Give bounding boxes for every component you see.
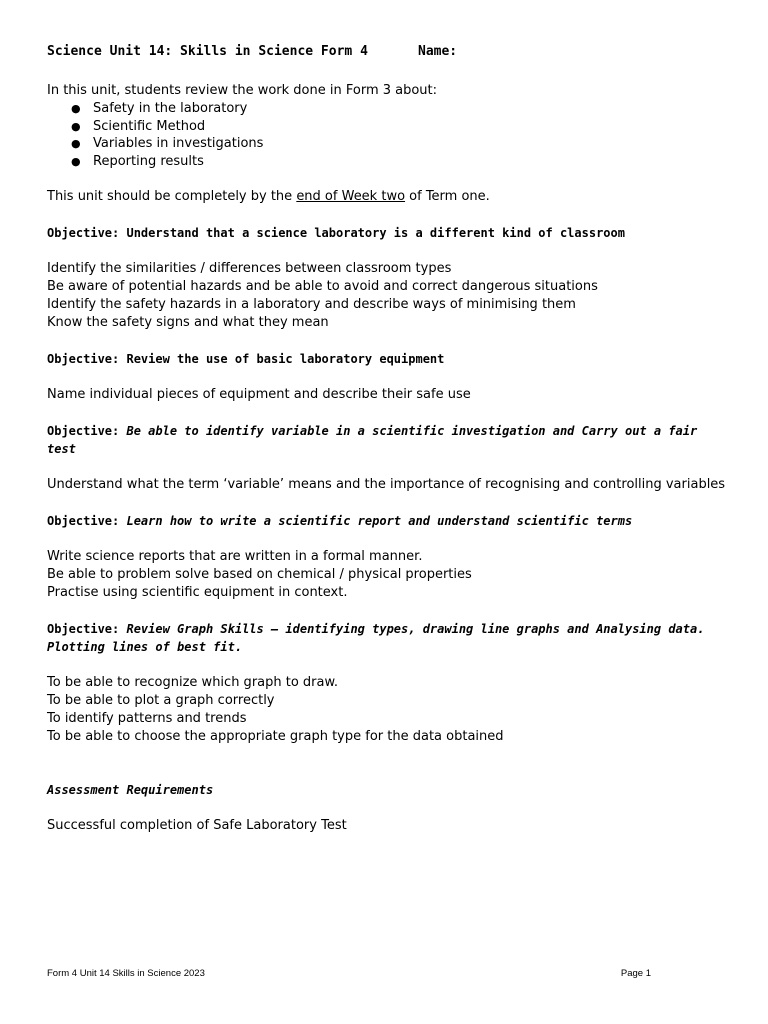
- objective-prefix: Objective:: [47, 514, 127, 528]
- detail-line: Know the safety signs and what they mean: [47, 315, 329, 330]
- list-item-label: Variables in investigations: [93, 136, 264, 151]
- page-title: Science Unit 14: Skills in Science Form 4: [47, 44, 368, 59]
- intro-text: In this unit, students review the work done in Form 3 about:: [47, 83, 438, 98]
- list-item: [71, 100, 727, 118]
- objective-details: [47, 476, 727, 494]
- objective-heading: [47, 422, 727, 458]
- footer-document-info: Form 4 Unit 14 Skills in Science 2023: [47, 968, 205, 979]
- objective-prefix: Objective:: [47, 226, 127, 240]
- list-item: [71, 153, 727, 171]
- completion-note: [47, 188, 727, 206]
- bullet-icon: ●: [71, 102, 81, 115]
- assessment-text: Successful completion of Safe Laboratory Test: [47, 818, 347, 833]
- objective-details: [47, 386, 727, 404]
- objective-heading: [47, 512, 727, 530]
- completion-text-after: of Term one.: [405, 189, 490, 204]
- objective-prefix: Objective:: [47, 424, 127, 438]
- list-item-label: Safety in the laboratory: [93, 101, 248, 116]
- detail-line: Identify the similarities / differences between classroom types: [47, 261, 452, 276]
- name-label: Name:: [418, 44, 458, 59]
- footer-page-number: Page 1: [620, 968, 651, 979]
- detail-line: Practise using scientific equipment in context.: [47, 585, 348, 600]
- topic-list: [47, 100, 727, 170]
- objective-text: Understand that a science laboratory is a different kind of classroom: [126, 226, 625, 240]
- detail-line: Be aware of potential hazards and be able to avoid and correct dangerous situations: [47, 279, 598, 294]
- objective-text: Be able to identify variable in a scientific investigation and Carry out a fair test: [47, 424, 698, 456]
- objective-prefix: Objective:: [47, 352, 127, 366]
- detail-line: Be able to problem solve based on chemical / physical properties: [47, 567, 472, 582]
- objective-heading: [47, 224, 727, 242]
- detail-line: To be able to plot a graph correctly: [47, 693, 275, 708]
- bullet-icon: ●: [71, 154, 81, 168]
- completion-text-before: This unit should be completely by the: [47, 189, 297, 204]
- bullet-icon: ●: [71, 119, 81, 133]
- objective-heading: [47, 350, 727, 368]
- list-item: [71, 118, 727, 136]
- detail-line: To be able to recognize which graph to draw.: [47, 675, 339, 690]
- objective-text: Learn how to write a scientific report and understand scientific terms: [126, 514, 633, 528]
- objective-text: Review Graph Skills – identifying types, drawing line graphs and Analysing data. Plotting lines of best fit.: [47, 622, 705, 654]
- objective-text: Review the use of basic laboratory equipment: [126, 352, 445, 366]
- objective-prefix: Objective:: [47, 622, 127, 636]
- document-page: [47, 44, 727, 835]
- detail-line: Name individual pieces of equipment and describe their safe use: [47, 387, 471, 402]
- detail-line: To be able to choose the appropriate graph type for the data obtained: [47, 729, 504, 744]
- detail-line: Identify the safety hazards in a laboratory and describe ways of minimising them: [47, 297, 576, 312]
- detail-line: To identify patterns and trends: [47, 711, 247, 726]
- detail-line: Write science reports that are written in a formal manner.: [47, 549, 423, 564]
- assessment-heading: Assessment Requirements: [47, 783, 214, 797]
- header: [47, 44, 727, 64]
- objective-heading: [47, 620, 727, 656]
- objective-details: [47, 674, 727, 746]
- list-item: [71, 135, 727, 153]
- list-item-label: Scientific Method: [93, 118, 206, 134]
- completion-deadline: end of Week two: [296, 189, 406, 204]
- objective-details: [47, 548, 727, 602]
- page-footer: [47, 968, 651, 982]
- detail-line: Understand what the term ‘variable’ means and the importance of recognising and controlling variables: [47, 477, 726, 492]
- bullet-icon: ●: [71, 137, 81, 150]
- objective-details: [47, 260, 727, 332]
- list-item-label: Reporting results: [93, 153, 204, 169]
